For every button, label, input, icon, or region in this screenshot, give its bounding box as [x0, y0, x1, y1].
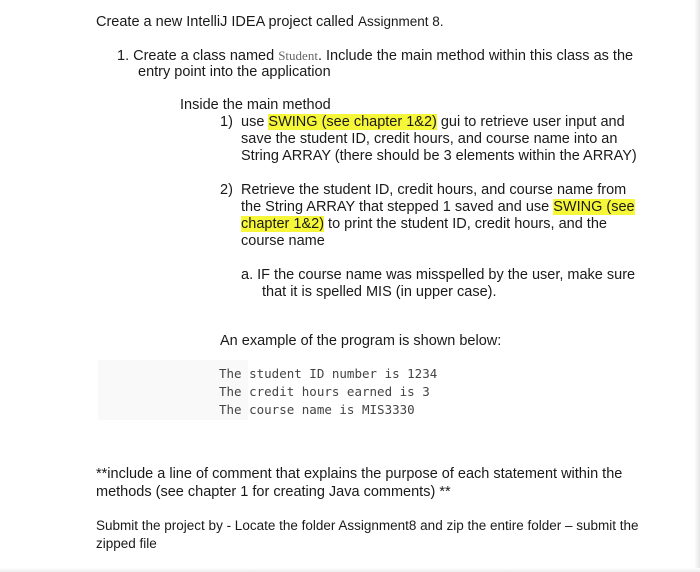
assignment-name: Assignment 8.: [357, 14, 444, 29]
step-1-line-2: save the student ID, credit hours, and course name into an: [241, 131, 618, 147]
title-prefix: Create a new IntelliJ IDEA project called: [96, 14, 358, 30]
class-name: Student: [278, 48, 318, 63]
step-2-line-4: course name: [241, 233, 325, 249]
submit-note-line-1: Submit the project by - Locate the folder Assignment8 and zip the entire folder – submit the: [96, 518, 639, 533]
page-bottom-shadow: [0, 568, 700, 572]
step-2-highlight-b: chapter 1&2): [241, 216, 325, 232]
step-1-line-3: String ARRAY (there should be 3 elements within the ARRAY): [241, 148, 637, 164]
step-2-line-3: [241, 216, 607, 233]
item-1-line-2: entry point into the application: [138, 64, 331, 80]
example-output-line-2: The credit hours earned is 3: [219, 384, 430, 399]
comment-note-line-2: methods (see chapter 1 for creating Java comments) **: [96, 484, 451, 500]
item-1-number: 1.: [117, 48, 130, 64]
step-1-highlight: SWING (see chapter 1&2): [268, 114, 437, 130]
step-2-line-2-pre: the String ARRAY that stepped 1 saved and use: [241, 199, 554, 215]
step-2-line-1: Retrieve the student ID, credit hours, and course name from: [241, 182, 627, 198]
assignment-title: [96, 13, 443, 31]
substep-a-line-2: that it is spelled MIS (in upper case).: [262, 284, 497, 300]
item-1-text-b: . Include the main method within this class as the: [317, 48, 634, 64]
page-edge-shadow: [694, 0, 700, 572]
step-2-number: 2): [220, 182, 233, 198]
submit-note-line-2: zipped file: [96, 536, 157, 551]
comment-note-line-1: **include a line of comment that explains the purpose of each statement within the: [96, 466, 623, 482]
example-heading: An example of the program is shown below:: [220, 333, 502, 349]
step-1-pre: use: [241, 114, 269, 130]
step-2-line-2: [241, 199, 635, 216]
step-1-post: gui to retrieve user input and: [436, 114, 625, 130]
step-1-number: 1): [220, 114, 233, 130]
step-2-highlight-a: SWING (see: [553, 199, 635, 215]
substep-a-line-1: a. IF the course name was misspelled by the user, make sure: [241, 267, 636, 283]
main-method-heading: Inside the main method: [180, 97, 331, 113]
item-1-line-1: [117, 47, 633, 65]
example-output-line-1: The student ID number is 1234: [219, 366, 438, 381]
step-2-line-3-post: to print the student ID, credit hours, and the: [324, 216, 607, 232]
step-1-line-1: [241, 114, 625, 131]
example-output-line-3: The course name is MIS3330: [219, 402, 415, 417]
item-1-text-a: Create a class named: [133, 48, 279, 64]
